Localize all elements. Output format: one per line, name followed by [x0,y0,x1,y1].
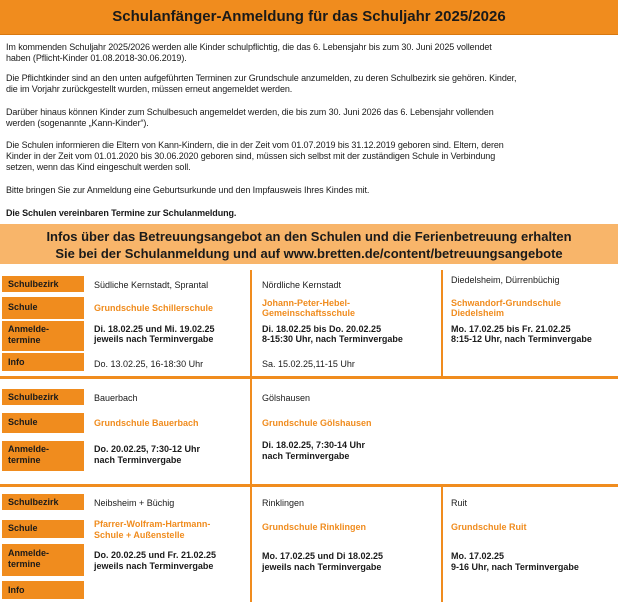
bezirk-text: Bauerbach [94,393,138,403]
info-text: Do. 13.02.25, 16-18:30 Uhr [94,359,204,369]
bezirk-text: Rinklingen [262,498,305,508]
intro-paragraph-4a: Die Schulen informieren die Eltern von Kann-Kindern, die in der Zeit vom 01.07.2019 bis 31.12.2019 geboren sind. Eltern, deren [6,140,504,150]
school-name: Grundschule Schillerschule [94,303,214,313]
school-name: Grundschule Gölshausen [262,418,372,428]
school-name-line-2: Diedelsheim [451,308,505,318]
bezirk-text: Südliche Kernstadt, Sprantal [94,280,209,290]
row-divider [0,484,618,487]
school-name-line-2: Schule + Außenstelle [94,530,185,540]
school-name: Grundschule Ruit [451,522,527,532]
school-name-line-1: Pfarrer-Wolfram-Hartmann- [94,519,211,529]
school-name-line-2: Gemeinschaftsschule [262,308,356,318]
label-anmeldetermine [2,544,84,576]
info-text: Sa. 15.02.25,11-15 Uhr [262,359,355,369]
label-anmelde-line-2: termine [8,455,41,465]
school-name-line-1: Schwandorf-Grundschule [451,298,562,308]
label-anmelde-line-2: termine [8,559,41,569]
label-schulbezirk: Schulbezirk [2,276,84,292]
intro-paragraph-4b: Kinder in der Zeit vom 01.01.2020 bis 30.06.2020 geboren sind, müssen sich selbst mit der zuständigen Schule in Verbindung [6,151,496,161]
label-anmelde-line-1: Anmelde- [8,444,50,454]
title-bar [0,0,618,35]
termin-line-1: Mo. 17.02.25 bis Fr. 21.02.25 [451,324,571,334]
label-info: Info [2,581,84,599]
termin-line-1: Do. 20.02.25, 7:30-12 Uhr [94,444,201,454]
termin-line-2: 8-15:30 Uhr, nach Terminvergabe [262,334,403,344]
label-schulbezirk: Schulbezirk [2,389,84,405]
school-name-line-1: Johann-Peter-Hebel- [262,298,351,308]
label-schule: Schule [2,520,84,538]
info-band [0,224,618,264]
column-divider [250,270,252,378]
termin-line-2: jeweils nach Terminvergabe [94,334,214,344]
info-band-line-2: Sie bei der Schulanmeldung und auf www.bretten.de/content/betreuungsangebote [55,246,563,261]
label-anmeldetermine [2,321,84,351]
intro-paragraph-4c: setzen, wenn das Kind eingeschult werden soll. [6,162,191,172]
intro-paragraph-3b: werden (sogenannte „Kann-Kinder“). [6,118,149,128]
intro-paragraph-1a: Im kommenden Schuljahr 2025/2026 werden alle Kinder schulpflichtig, die das 6. Lebensjahr bis zum 30. Juni 2025 vollendet [6,42,492,52]
label-anmelde-line-1: Anmelde- [8,548,50,558]
intro-paragraph-1b: haben (Pflicht-Kinder 01.08.2018-30.06.2019). [6,53,187,63]
label-info: Info [2,353,84,371]
termin-line-1: Di. 18.02.25, 7:30-14 Uhr [262,440,366,450]
termin-line-1: Mo. 17.02.25 und Di 18.02.25 [262,551,384,561]
bezirk-text: Nördliche Kernstadt [262,280,342,290]
label-anmeldetermine [2,441,84,471]
column-divider [441,487,443,602]
bezirk-text: Gölshausen [262,393,311,403]
intro-paragraph-2b: die im Vorjahr zurückgestellt wurden, müssen erneut angemeldet werden. [6,84,293,94]
termin-line-2: nach Terminvergabe [94,455,182,465]
label-schule: Schule [2,413,84,433]
intro-paragraph-6: Die Schulen vereinbaren Termine zur Schulanmeldung. [6,208,237,218]
row-divider [0,376,618,379]
label-anmelde-line-2: termine [8,335,41,345]
bezirk-text: Neibsheim + Büchig [94,498,175,508]
school-name: Grundschule Bauerbach [94,418,199,428]
column-divider [441,270,443,378]
label-schulbezirk: Schulbezirk [2,494,84,510]
intro-paragraph-5: Bitte bringen Sie zur Anmeldung eine Geburtsurkunde und den Impfausweis Ihres Kindes mit. [6,185,370,195]
info-band-line-1: Infos über das Betreuungsangebot an den Schulen und die Ferienbetreuung erhalten [46,229,572,244]
intro-paragraph-2a: Die Pflichtkinder sind an den unten aufgeführten Terminen zur Grundschule anzumelden, zu deren Schulbezirk sie gehören. Kinder, [6,73,517,83]
termin-line-2: 9-16 Uhr, nach Terminvergabe [451,562,579,572]
label-anmelde-line-1: Anmelde- [8,324,50,334]
termin-line-2: jeweils nach Terminvergabe [262,562,382,572]
termin-line-2: 8:15-12 Uhr, nach Terminvergabe [451,334,592,344]
column-divider [250,487,252,602]
label-schule: Schule [2,297,84,319]
bezirk-text: Ruit [451,498,468,508]
column-divider [250,379,252,484]
termin-line-2: nach Terminvergabe [262,451,350,461]
termin-line-1: Di. 18.02.25 und Mi. 19.02.25 [94,324,215,334]
intro-paragraph-3a: Darüber hinaus können Kinder zum Schulbesuch angemeldet werden, die bis zum 30. Juni 2026 das 6. Lebensjahr vollenden [6,107,494,117]
termin-line-1: Di. 18.02.25 bis Do. 20.02.25 [262,324,382,334]
bezirk-text: Diedelsheim, Dürrenbüchig [451,275,560,285]
school-name: Grundschule Rinklingen [262,522,367,532]
termin-line-2: jeweils nach Terminvergabe [94,561,214,571]
termin-line-1: Mo. 17.02.25 [451,551,505,561]
page-title: Schulanfänger-Anmeldung für das Schuljahr 2025/2026 [112,8,506,25]
termin-line-1: Do. 20.02.25 und Fr. 21.02.25 [94,550,217,560]
